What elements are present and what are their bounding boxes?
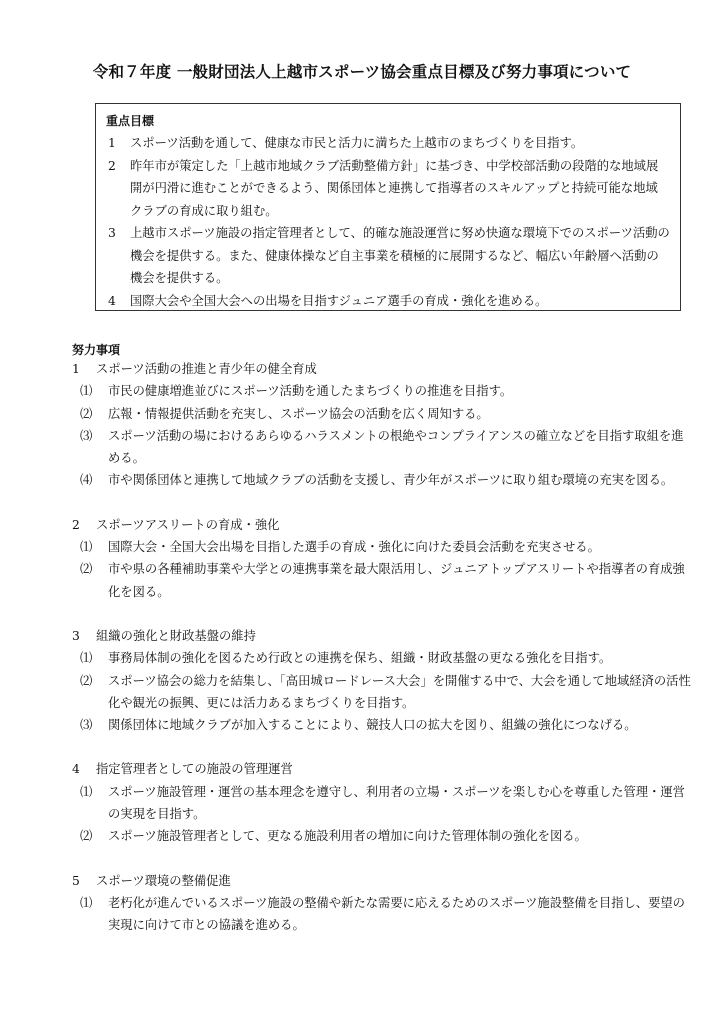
goal-number: 2 bbox=[108, 158, 116, 173]
effort-section-title bbox=[72, 625, 692, 647]
item-text: 市や県の各種補助事業や大学との連携事業を最大限活用し、ジュニアトップアスリートや指導者の育成強化を図る。 bbox=[108, 562, 685, 599]
effort-item bbox=[72, 781, 692, 826]
item-number: ⑴ bbox=[80, 895, 93, 910]
item-text: スポーツ協会の総力を結集し、「高田城ロードレース大会」を開催する中で、大会を通して地域経済の活性化や観光の振興、更には活力あるまちづくりを目指す。 bbox=[108, 673, 691, 710]
section-number: 2 bbox=[72, 517, 80, 532]
effort-item bbox=[72, 647, 692, 669]
item-number: ⑴ bbox=[80, 784, 93, 799]
effort-item bbox=[72, 536, 692, 558]
section-title-text: スポーツ環境の整備促進 bbox=[96, 873, 231, 888]
goal-item bbox=[106, 155, 670, 223]
item-number: ⑶ bbox=[80, 718, 93, 733]
goal-number: 1 bbox=[108, 136, 116, 150]
effort-item bbox=[72, 825, 692, 847]
item-number: ⑶ bbox=[80, 428, 93, 443]
effort-item bbox=[72, 425, 692, 470]
effort-item bbox=[72, 469, 692, 491]
effort-item bbox=[72, 670, 692, 715]
item-number: ⑵ bbox=[80, 562, 93, 577]
effort-section-title bbox=[72, 514, 692, 536]
goal-item bbox=[106, 222, 670, 290]
item-text: 老朽化が進んでいるスポーツ施設の整備や新たな需要に応えるためのスポーツ施設整備を目指し、要望の実現に向けて市との協議を進める。 bbox=[108, 895, 685, 933]
item-text: 市民の健康増進並びにスポーツ活動を通したまちづくりの推進を目指す。 bbox=[108, 384, 513, 399]
effort-section-title bbox=[72, 870, 692, 892]
item-text: 関係団体に地域クラブが加入することにより、競技人口の拡大を図り、組織の強化につなげる。 bbox=[108, 718, 637, 733]
item-text: 国際大会・全国大会出場を目指した選手の育成・強化に向けた委員会活動を充実させる。 bbox=[108, 540, 600, 555]
item-text: スポーツ施設管理者として、更なる施設利用者の増加に向けた管理体制の強化を図る。 bbox=[108, 829, 587, 844]
effort-item bbox=[72, 558, 692, 603]
priority-goals-box bbox=[95, 103, 681, 311]
section-number: 1 bbox=[72, 362, 80, 376]
item-text: 事務局体制の強化を図るため行政との連携を保ち、組織・財政基盤の更なる強化を目指す。 bbox=[108, 651, 612, 666]
section-title-text: 組織の強化と財政基盤の維持 bbox=[96, 628, 256, 643]
goal-item bbox=[106, 290, 670, 313]
item-number: ⑴ bbox=[80, 651, 93, 666]
effort-section bbox=[72, 514, 692, 603]
item-number: ⑵ bbox=[80, 673, 93, 688]
goal-number: 4 bbox=[108, 293, 116, 308]
goal-text: 上越市スポーツ施設の指定管理者として、的確な施設運営に努め快適な環境下でのスポーツ活動の機会を提供する。また、健康体操など自主事業を積極的に展開するなど、幅広い年齢層へ活動の機会を提供する。 bbox=[130, 226, 670, 285]
goal-item bbox=[106, 132, 670, 155]
effort-section-title bbox=[72, 758, 692, 780]
effort-section bbox=[72, 625, 692, 736]
effort-section-title bbox=[72, 358, 692, 380]
efforts-list bbox=[72, 358, 692, 959]
item-text: 広報・情報提供活動を充実し、スポーツ協会の活動を広く周知する。 bbox=[108, 406, 489, 421]
goal-text: スポーツ活動を通して、健康な市民と活力に満ちた上越市のまちづくりを目指す。 bbox=[130, 136, 584, 150]
item-text: 市や関係団体と連携して地域クラブの活動を支援し、青少年がスポーツに取り組む環境の充実を図る。 bbox=[108, 473, 674, 488]
goal-text: 国際大会や全国大会への出場を目指すジュニア選手の育成・強化を進める。 bbox=[130, 293, 548, 308]
goal-text: 昨年市が策定した「上越市地域クラブ活動整備方針」に基づき、中学校部活動の段階的な地域展開が円滑に進むことができるよう、関係団体と連携して指導者のスキルアップと持続可能な地域クラブの育成に取り組む。 bbox=[130, 158, 659, 218]
efforts-heading: 努力事項 bbox=[72, 343, 121, 357]
section-number: 5 bbox=[72, 873, 80, 888]
effort-item bbox=[72, 714, 692, 736]
item-number: ⑴ bbox=[80, 540, 93, 555]
effort-section bbox=[72, 758, 692, 847]
effort-section bbox=[72, 870, 692, 937]
item-text: スポーツ施設管理・運営の基本理念を遵守し、利用者の立場・スポーツを楽しむ心を尊重した管理・運営の実現を目指す。 bbox=[108, 784, 685, 822]
item-number: ⑷ bbox=[80, 473, 93, 488]
goal-number: 3 bbox=[108, 226, 116, 240]
priority-goals-heading: 重点目標 bbox=[106, 114, 155, 128]
section-number: 3 bbox=[72, 628, 80, 643]
item-text: スポーツ活動の場におけるあらゆるハラスメントの根絶やコンプライアンスの確立などを目指す取組を進める。 bbox=[108, 428, 684, 466]
effort-item bbox=[72, 403, 692, 425]
section-title-text: スポーツ活動の推進と青少年の健全育成 bbox=[96, 362, 317, 376]
document-title: 令和７年度 一般財団法人上越市スポーツ協会重点目標及び努力事項について bbox=[92, 63, 632, 81]
effort-section bbox=[72, 358, 692, 492]
section-title-text: スポーツアスリートの育成・強化 bbox=[96, 517, 280, 532]
effort-item bbox=[72, 380, 692, 402]
section-title-text: 指定管理者としての施設の管理運営 bbox=[96, 762, 293, 777]
item-number: ⑵ bbox=[80, 406, 93, 421]
section-number: 4 bbox=[72, 762, 80, 777]
item-number: ⑴ bbox=[80, 384, 93, 399]
item-number: ⑵ bbox=[80, 829, 93, 844]
effort-item bbox=[72, 892, 692, 937]
